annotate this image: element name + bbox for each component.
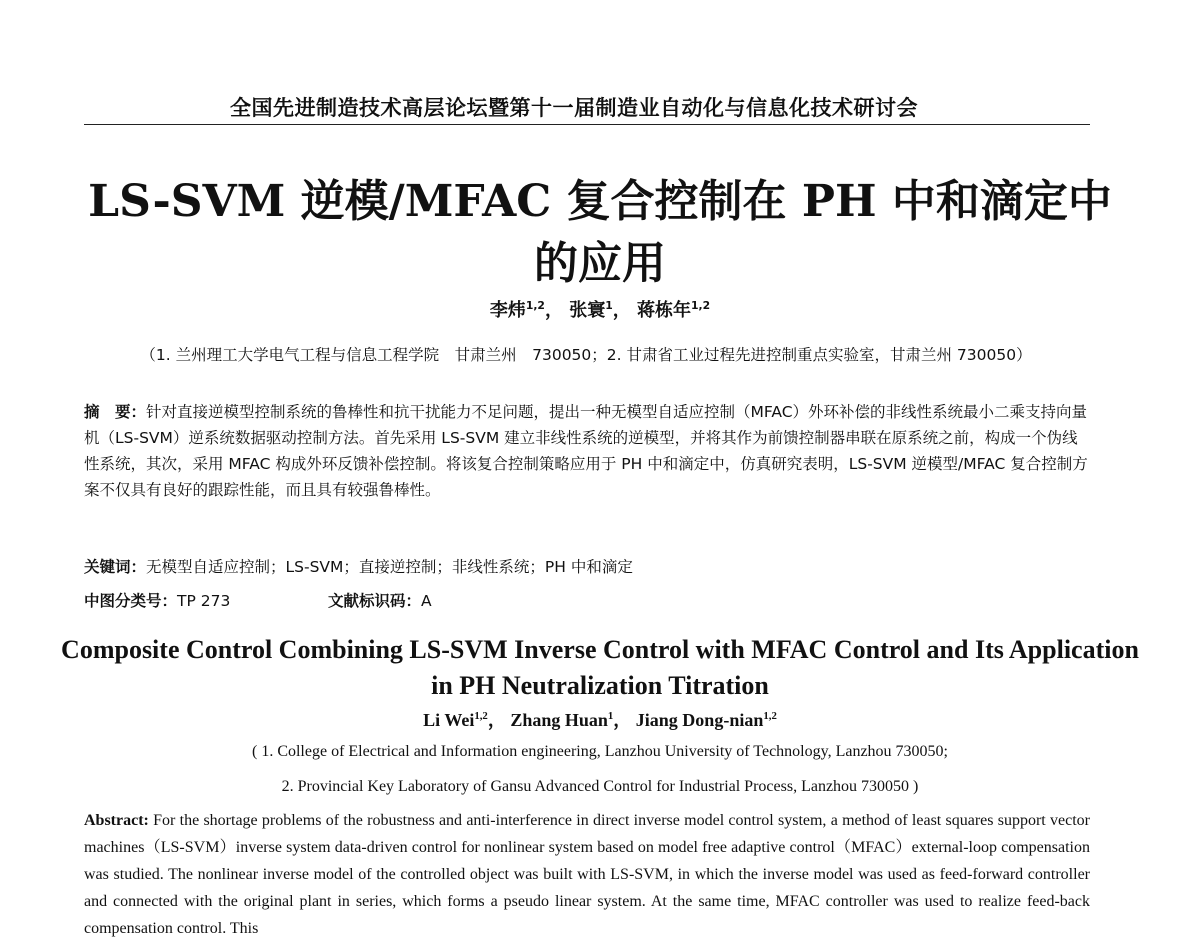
author-en-2: Zhang Huan$^1$ — [510, 710, 614, 730]
affiliation-cn: （1. 兰州理工大学电气工程与信息工程学院 甘肃兰州 730050；2. 甘肃省工业过程先进控制重点实验室，甘肃兰州 730050） — [140, 346, 1032, 364]
clc-value: TP 273 — [177, 592, 231, 610]
clc-number — [84, 589, 230, 611]
abstract-cn — [84, 399, 1088, 503]
keywords-cn-text: 无模型自适应控制；LS-SVM；直接逆控制；非线性系统；PH 中和滴定 — [146, 558, 633, 576]
clc-label: 中图分类号： — [84, 592, 178, 610]
abstract-cn-label: 摘 要： — [84, 403, 147, 421]
abstract-en-text: For the shortage problems of the robustness and anti-interference in direct inverse model control system, a method of least squares support vector machines（LS-SVM）inverse system data-driven control for nonlinear system based on model free adaptive control（MFAC）external-loop compensation was studied. The nonlinear inverse model of the controlled object was built with LS-SVM, in which the inverse model was used as feed-forward controller and connected with the original plant in series, which forms a pseudo linear system. At the same time, MFAC controller was used to realize feed-back compensation control. This — [84, 812, 1090, 937]
abstract-cn-text: 针对直接逆模型控制系统的鲁棒性和抗干扰能力不足问题，提出一种无模型自适应控制（MFAC）外环补偿的非线性系统最小二乘支持向量机（LS-SVM）逆系统数据驱动控制方法。首先采用 LS-SVM 建立非线性系统的逆模型，并将其作为前馈控制器串联在原系统之前，构成一个伪线性系统，其次，采用 MFAC 构成外环反馈补偿控制。将该复合控制策略应用于 PH 中和滴定中，仿真研究表明，LS-SVM 逆模型/MFAC 复合控制方案不仅具有良好的跟踪性能，而且具有较强鲁棒性。 — [84, 403, 1088, 499]
author-en-3: Jiang Dong-nian$^{1,2}$ — [635, 710, 777, 730]
abstract-en — [84, 807, 1090, 942]
title-cn-line1: LS-SVM 逆模/MFAC 复合控制在 PH 中和滴定中 — [88, 176, 1112, 227]
keywords-cn — [84, 555, 633, 577]
title-cn-line2: 的应用 — [534, 238, 666, 289]
authors-cn: 李炜$^{1,2}$， 张寰$^1$， 蒋栋年$^{1,2}$ — [489, 299, 711, 321]
doc-code-label: 文献标识码： — [328, 592, 422, 610]
affiliation-en-line2: 2. Provincial Key Laboratory of Gansu Advanced Control for Industrial Process, Lanzhou 730050 ) — [281, 778, 919, 795]
author-cn-1: 李炜$^{1,2}$ — [489, 299, 545, 321]
header-rule — [84, 124, 1090, 125]
keywords-cn-label: 关键词： — [84, 558, 147, 576]
affiliation-en-line1: ( 1. College of Electrical and Information engineering, Lanzhou University of Technology, Lanzhou 730050; — [251, 743, 948, 760]
conference-header: 全国先进制造技术高层论坛暨第十一届制造业自动化与信息化技术研讨会 — [230, 96, 918, 120]
document-code — [328, 589, 432, 611]
author-en-1: Li Wei$^{1,2}$ — [423, 710, 488, 730]
title-en: Composite Control Combining LS-SVM Inverse Control with MFAC Control and Its Application in PH Neutralization Titration — [61, 635, 1139, 700]
doc-code-value: A — [421, 592, 432, 610]
author-cn-2: 张寰$^1$ — [569, 299, 613, 321]
author-cn-3: 蒋栋年$^{1,2}$ — [637, 299, 711, 321]
abstract-en-label: Abstract: — [84, 812, 149, 829]
authors-en: Li Wei$^{1,2}$， Zhang Huan$^1$， Jiang Dong-nian$^{1,2}$ — [423, 710, 777, 730]
